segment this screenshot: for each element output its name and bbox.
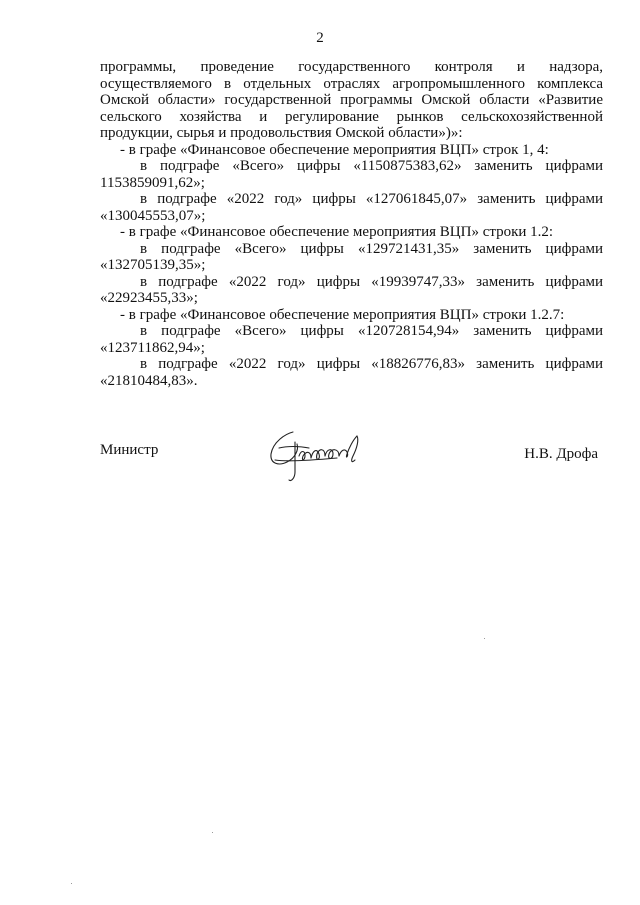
- paragraph-total-1-2: в подграфе «Всего» цифры «129721431,35» заменить цифрами «132705139,35»;: [100, 240, 603, 273]
- scan-speck: [71, 883, 72, 884]
- signer-name: Н.В. Дрофа: [524, 446, 598, 462]
- paragraph-2022-1-4: в подграфе «2022 год» цифры «127061845,07» заменить цифрами «130045553,07»;: [100, 191, 603, 224]
- paragraph-row-1-2-7: - в графе «Финансовое обеспечение мероприятия ВЦП» строки 1.2.7:: [120, 306, 565, 323]
- handwritten-signature: [265, 426, 375, 486]
- page-number: 2: [316, 30, 324, 46]
- paragraph-total-1-2-7: в подграфе «Всего» цифры «120728154,94» заменить цифрами «123711862,94»;: [100, 323, 603, 356]
- paragraph-intro: программы, проведение государственного контроля и надзора, осуществляемого в отдельных отраслях агропромышленного комплекса Омской области» государственной программы Омской области «Развитие сельского хозяйства и регулирование рынков сельскохозяйственной продукции, сырья и продовольствия Омской области»)»:: [100, 59, 603, 141]
- paragraph-rows-1-4: - в графе «Финансовое обеспечение мероприятия ВЦП» строк 1, 4:: [120, 141, 549, 158]
- scan-speck: [484, 638, 485, 639]
- paragraph-2022-1-2: в подграфе «2022 год» цифры «19939747,33» заменить цифрами «22923455,33»;: [100, 273, 603, 306]
- scan-speck: [212, 832, 213, 833]
- paragraph-total-1-4: в подграфе «Всего» цифры «1150875383,62» заменить цифрами 1153859091,62»;: [100, 158, 603, 191]
- paragraph-row-1-2: - в графе «Финансовое обеспечение мероприятия ВЦП» строки 1.2:: [120, 224, 554, 240]
- signer-title: Министр: [100, 442, 159, 458]
- signature-block: [100, 440, 603, 500]
- document-body: [100, 59, 603, 389]
- paragraph-2022-1-2-7: в подграфе «2022 год» цифры «18826776,83» заменить цифрами «21810484,83».: [100, 356, 603, 389]
